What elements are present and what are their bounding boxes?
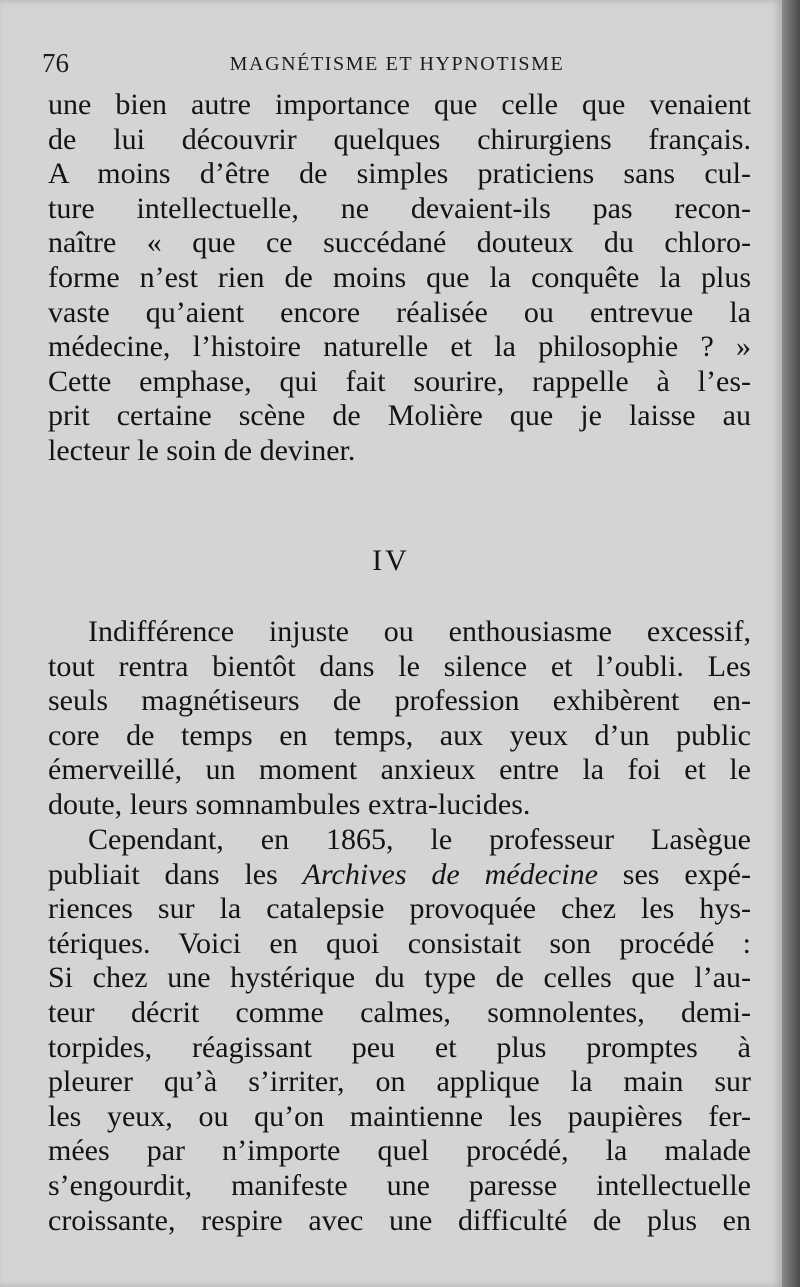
page-header xyxy=(42,48,752,80)
text-line: doute, leurs somnambules extra-lucides. xyxy=(48,787,531,821)
text-line: torpides, réagissant peu et plus promptes à xyxy=(48,1030,751,1064)
text-line: médecine, l’histoire naturelle et la philosophie ? » xyxy=(48,330,751,364)
paragraph-indifference xyxy=(48,615,751,823)
running-title: MAGNÉTISME ET HYPNOTISME xyxy=(229,53,565,75)
section-heading: IV xyxy=(372,544,410,577)
text-line: Indifférence injuste ou enthousiasme excessif, xyxy=(88,615,751,648)
text-line: Si chez une hystérique du type de celles que l’au- xyxy=(48,961,751,995)
text-line: teur décrit comme calmes, somnolentes, demi- xyxy=(48,995,751,1029)
text-line: tériques. Voici en quoi consistait son procédé : xyxy=(48,926,751,960)
paragraph-lasegue xyxy=(48,823,751,1238)
paragraph-continuation xyxy=(48,88,751,469)
page-edge-shadow xyxy=(782,0,800,1287)
text-line: naître « que ce succédané douteux du chloro- xyxy=(48,226,751,260)
text-line-with-italic xyxy=(48,858,751,893)
text-line: seuls magnétiseurs de profession exhibèrent en- xyxy=(48,684,751,718)
text-fragment: publiait dans les xyxy=(48,857,303,891)
text-fragment: ses expé- xyxy=(597,857,751,891)
text-line: émerveillé, un moment anxieux entre la foi et le xyxy=(48,753,751,787)
text-line: core de temps en temps, aux yeux d’un public xyxy=(48,718,751,752)
text-line: s’engourdit, manifeste une paresse intellectuelle xyxy=(48,1168,751,1202)
text-line: prit certaine scène de Molière que je laisse au xyxy=(48,399,751,433)
journal-title: Archives de médecine xyxy=(302,857,598,891)
text-line: tout rentra bientôt dans le silence et l’oubli. Les xyxy=(48,649,751,683)
text-line: lecteur le soin de deviner. xyxy=(48,433,356,467)
page-number: 76 xyxy=(42,48,69,78)
text-line: de lui découvrir quelques chirurgiens français. xyxy=(48,122,751,156)
text-line: forme n’est rien de moins que la conquête la plus xyxy=(48,260,751,294)
text-line: riences sur la catalepsie provoquée chez les hys- xyxy=(48,892,751,926)
text-line: une bien autre importance que celle que venaient xyxy=(48,88,751,121)
text-line: croissante, respire avec une difficulté de plus en xyxy=(48,1203,751,1237)
text-line: les yeux, ou qu’on maintienne les paupières fer- xyxy=(48,1099,751,1133)
text-line: mées par n’importe quel procédé, la malade xyxy=(48,1134,751,1168)
text-line: Cependant, en 1865, le professeur Lasègue xyxy=(88,823,751,856)
text-line: vaste qu’aient encore réalisée ou entrevue la xyxy=(48,295,751,329)
text-line: A moins d’être de simples praticiens sans cul- xyxy=(48,157,751,191)
text-line: Cette emphase, qui fait sourire, rappelle à l’es- xyxy=(48,364,751,398)
text-line: ture intellectuelle, ne devaient-ils pas recon- xyxy=(48,191,751,225)
text-line: pleurer qu’à s’irriter, on applique la main sur xyxy=(48,1065,751,1099)
